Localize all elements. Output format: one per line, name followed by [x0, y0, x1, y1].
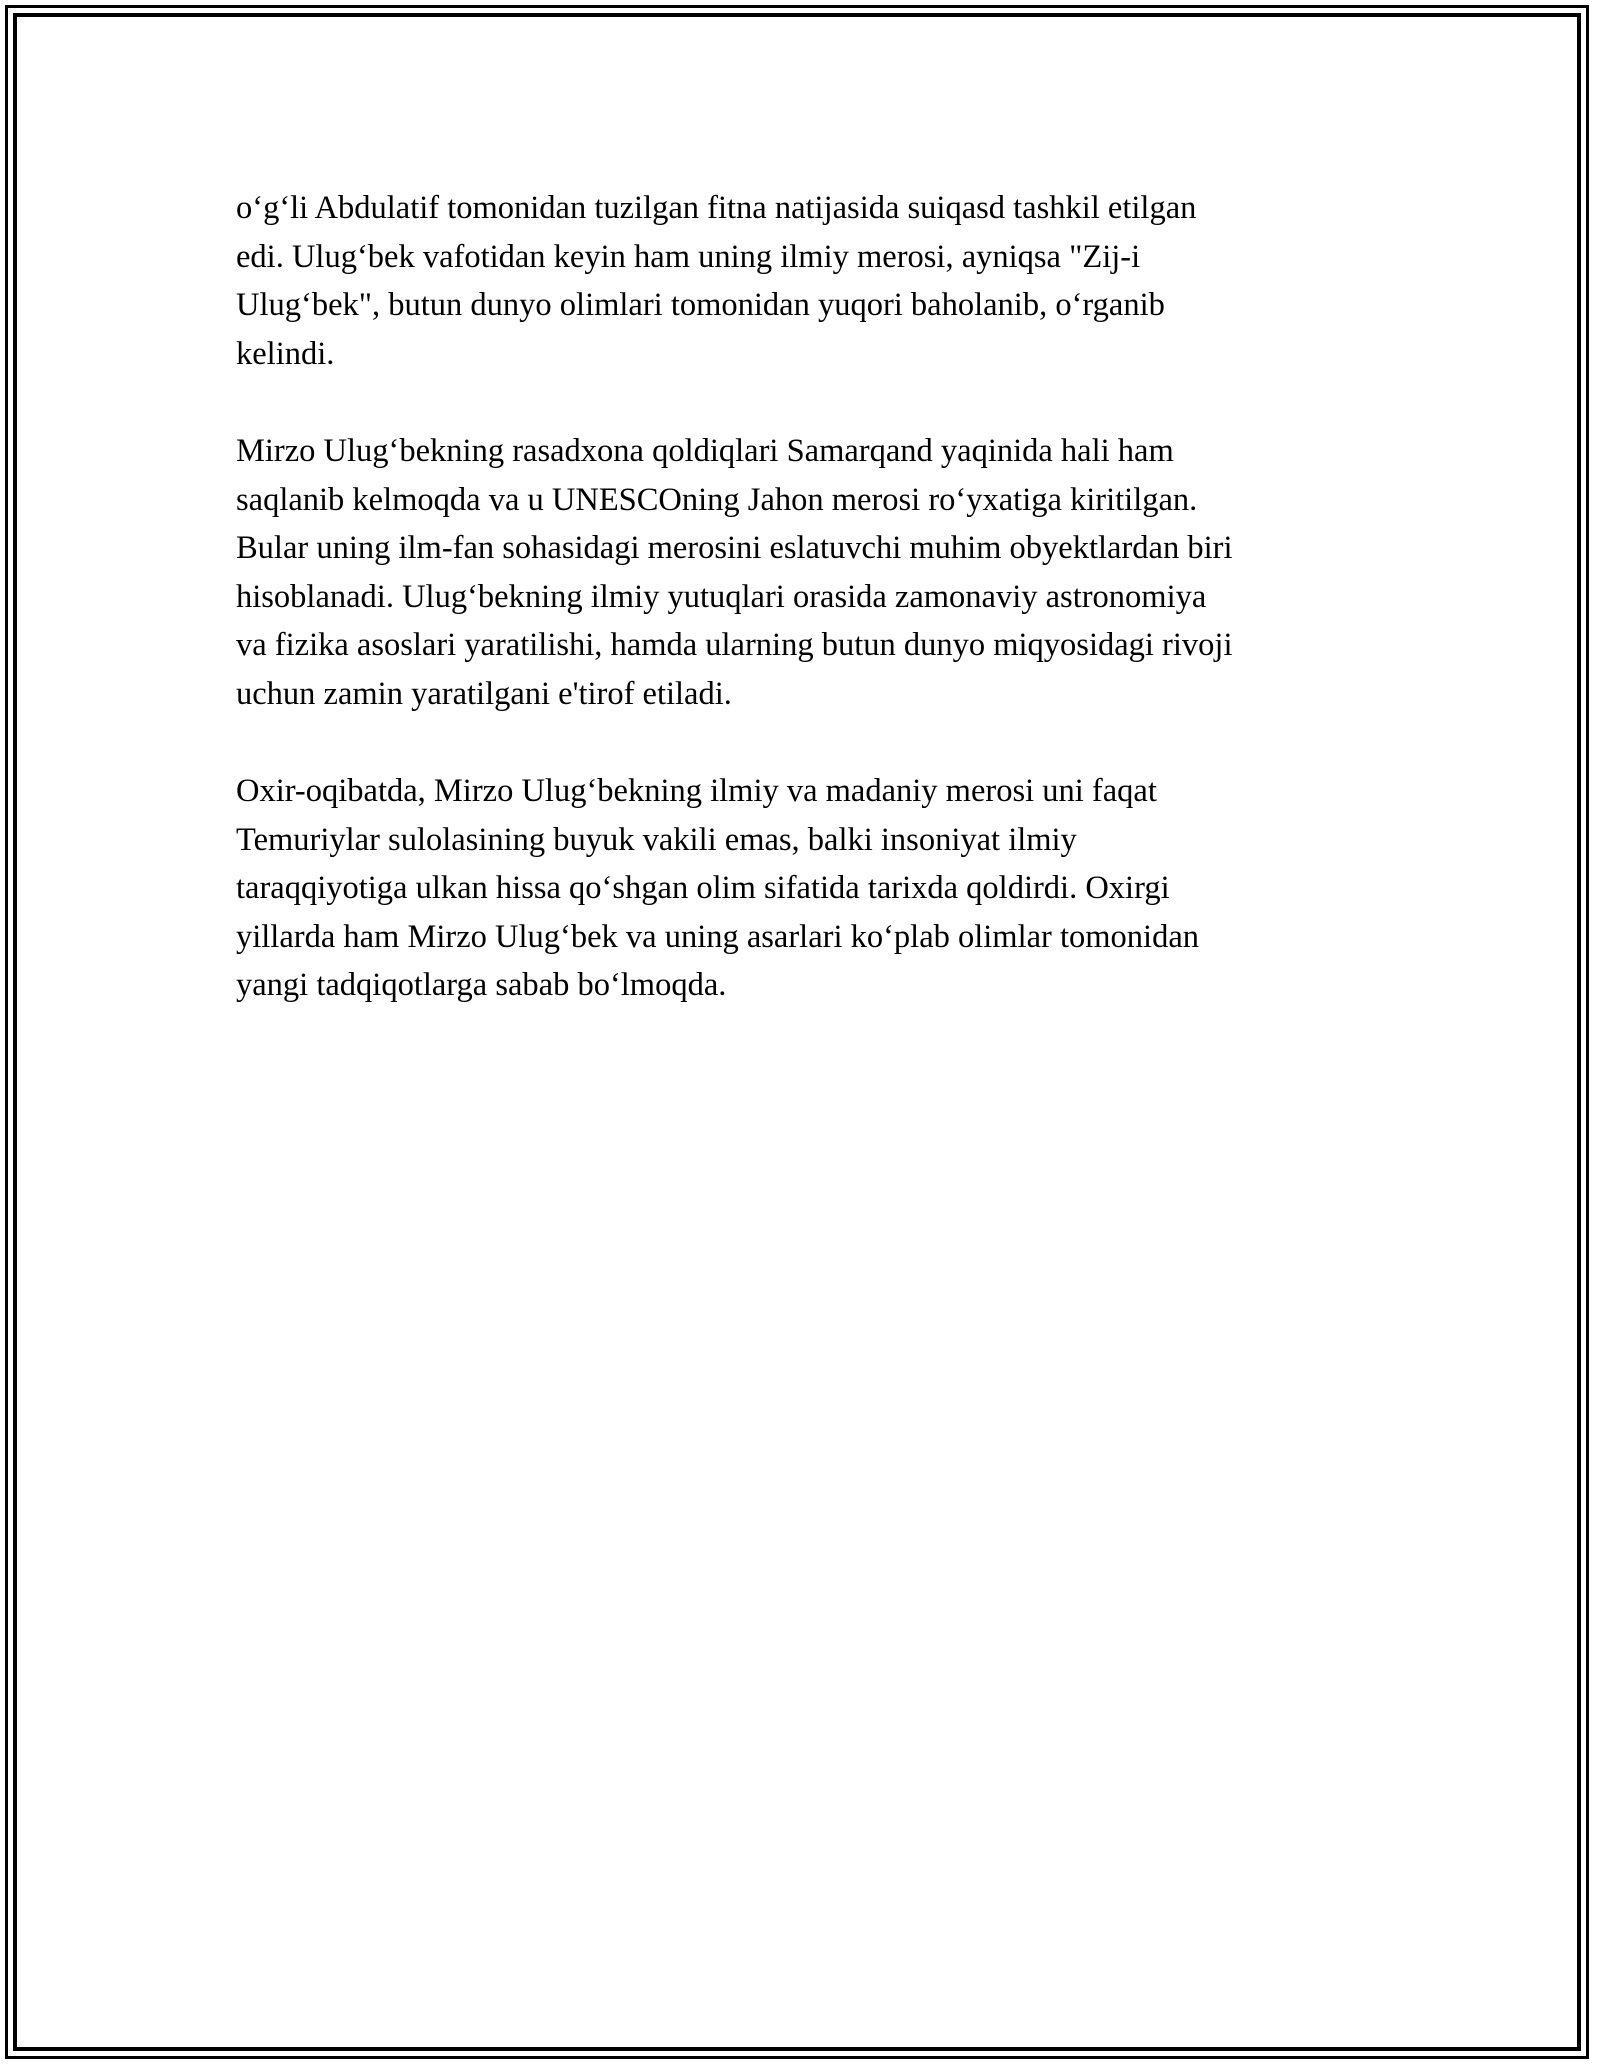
text-line: va fizika asoslari yaratilishi, hamda ularning butun dunyo miqyosidagi rivoji [236, 627, 1233, 663]
text-line: Bular uning ilm-fan sohasidagi merosini eslatuvchi muhim obyektlardan biri [236, 530, 1233, 566]
text-line: saqlanib kelmoqda va u UNESCOning Jahon merosi ro‘yxatiga kiritilgan. [236, 481, 1198, 518]
text-line: Ulug‘bek", butun dunyo olimlari tomonidan yuqori baholanib, o‘rganib [236, 287, 1165, 323]
paragraph-1 [236, 184, 1386, 378]
text-line: hisoblanadi. Ulug‘bekning ilmiy yutuqlari orasida zamonaviy astronomiya [236, 578, 1207, 615]
text-line: yillarda ham Mirzo Ulug‘bek va uning asarlari ko‘plab olimlar tomonidan [236, 918, 1200, 955]
text-line: Temuriylar sulolasining buyuk vakili emas, balki insoniyat ilmiy [236, 821, 1077, 858]
text-line: o‘g‘li Abdulatif tomonidan tuzilgan fitna natijasida suiqasd tashkil etilgan [236, 190, 1197, 226]
document-body [236, 184, 1386, 1059]
paragraph-2 [236, 427, 1386, 718]
text-line: uchun zamin yaratilgani e'tirof etiladi. [236, 675, 732, 712]
text-line: taraqqiyotiga ulkan hissa qo‘shgan olim sifatida tarixda qoldirdi. Oxirgi [236, 870, 1170, 906]
text-line: Mirzo Ulug‘bekning rasadxona qoldiqlari Samarqand yaqinida hali ham [236, 433, 1174, 469]
paragraph-3 [236, 767, 1386, 1010]
text-line: kelindi. [236, 335, 335, 372]
text-line: yangi tadqiqotlarga sabab bo‘lmoqda. [236, 967, 727, 1003]
text-line: Oxir-oqibatda, Mirzo Ulug‘bekning ilmiy va madaniy merosi uni faqat [236, 773, 1157, 809]
text-line: edi. Ulug‘bek vafotidan keyin ham uning ilmiy merosi, ayniqsa "Zij-i [236, 238, 1141, 275]
